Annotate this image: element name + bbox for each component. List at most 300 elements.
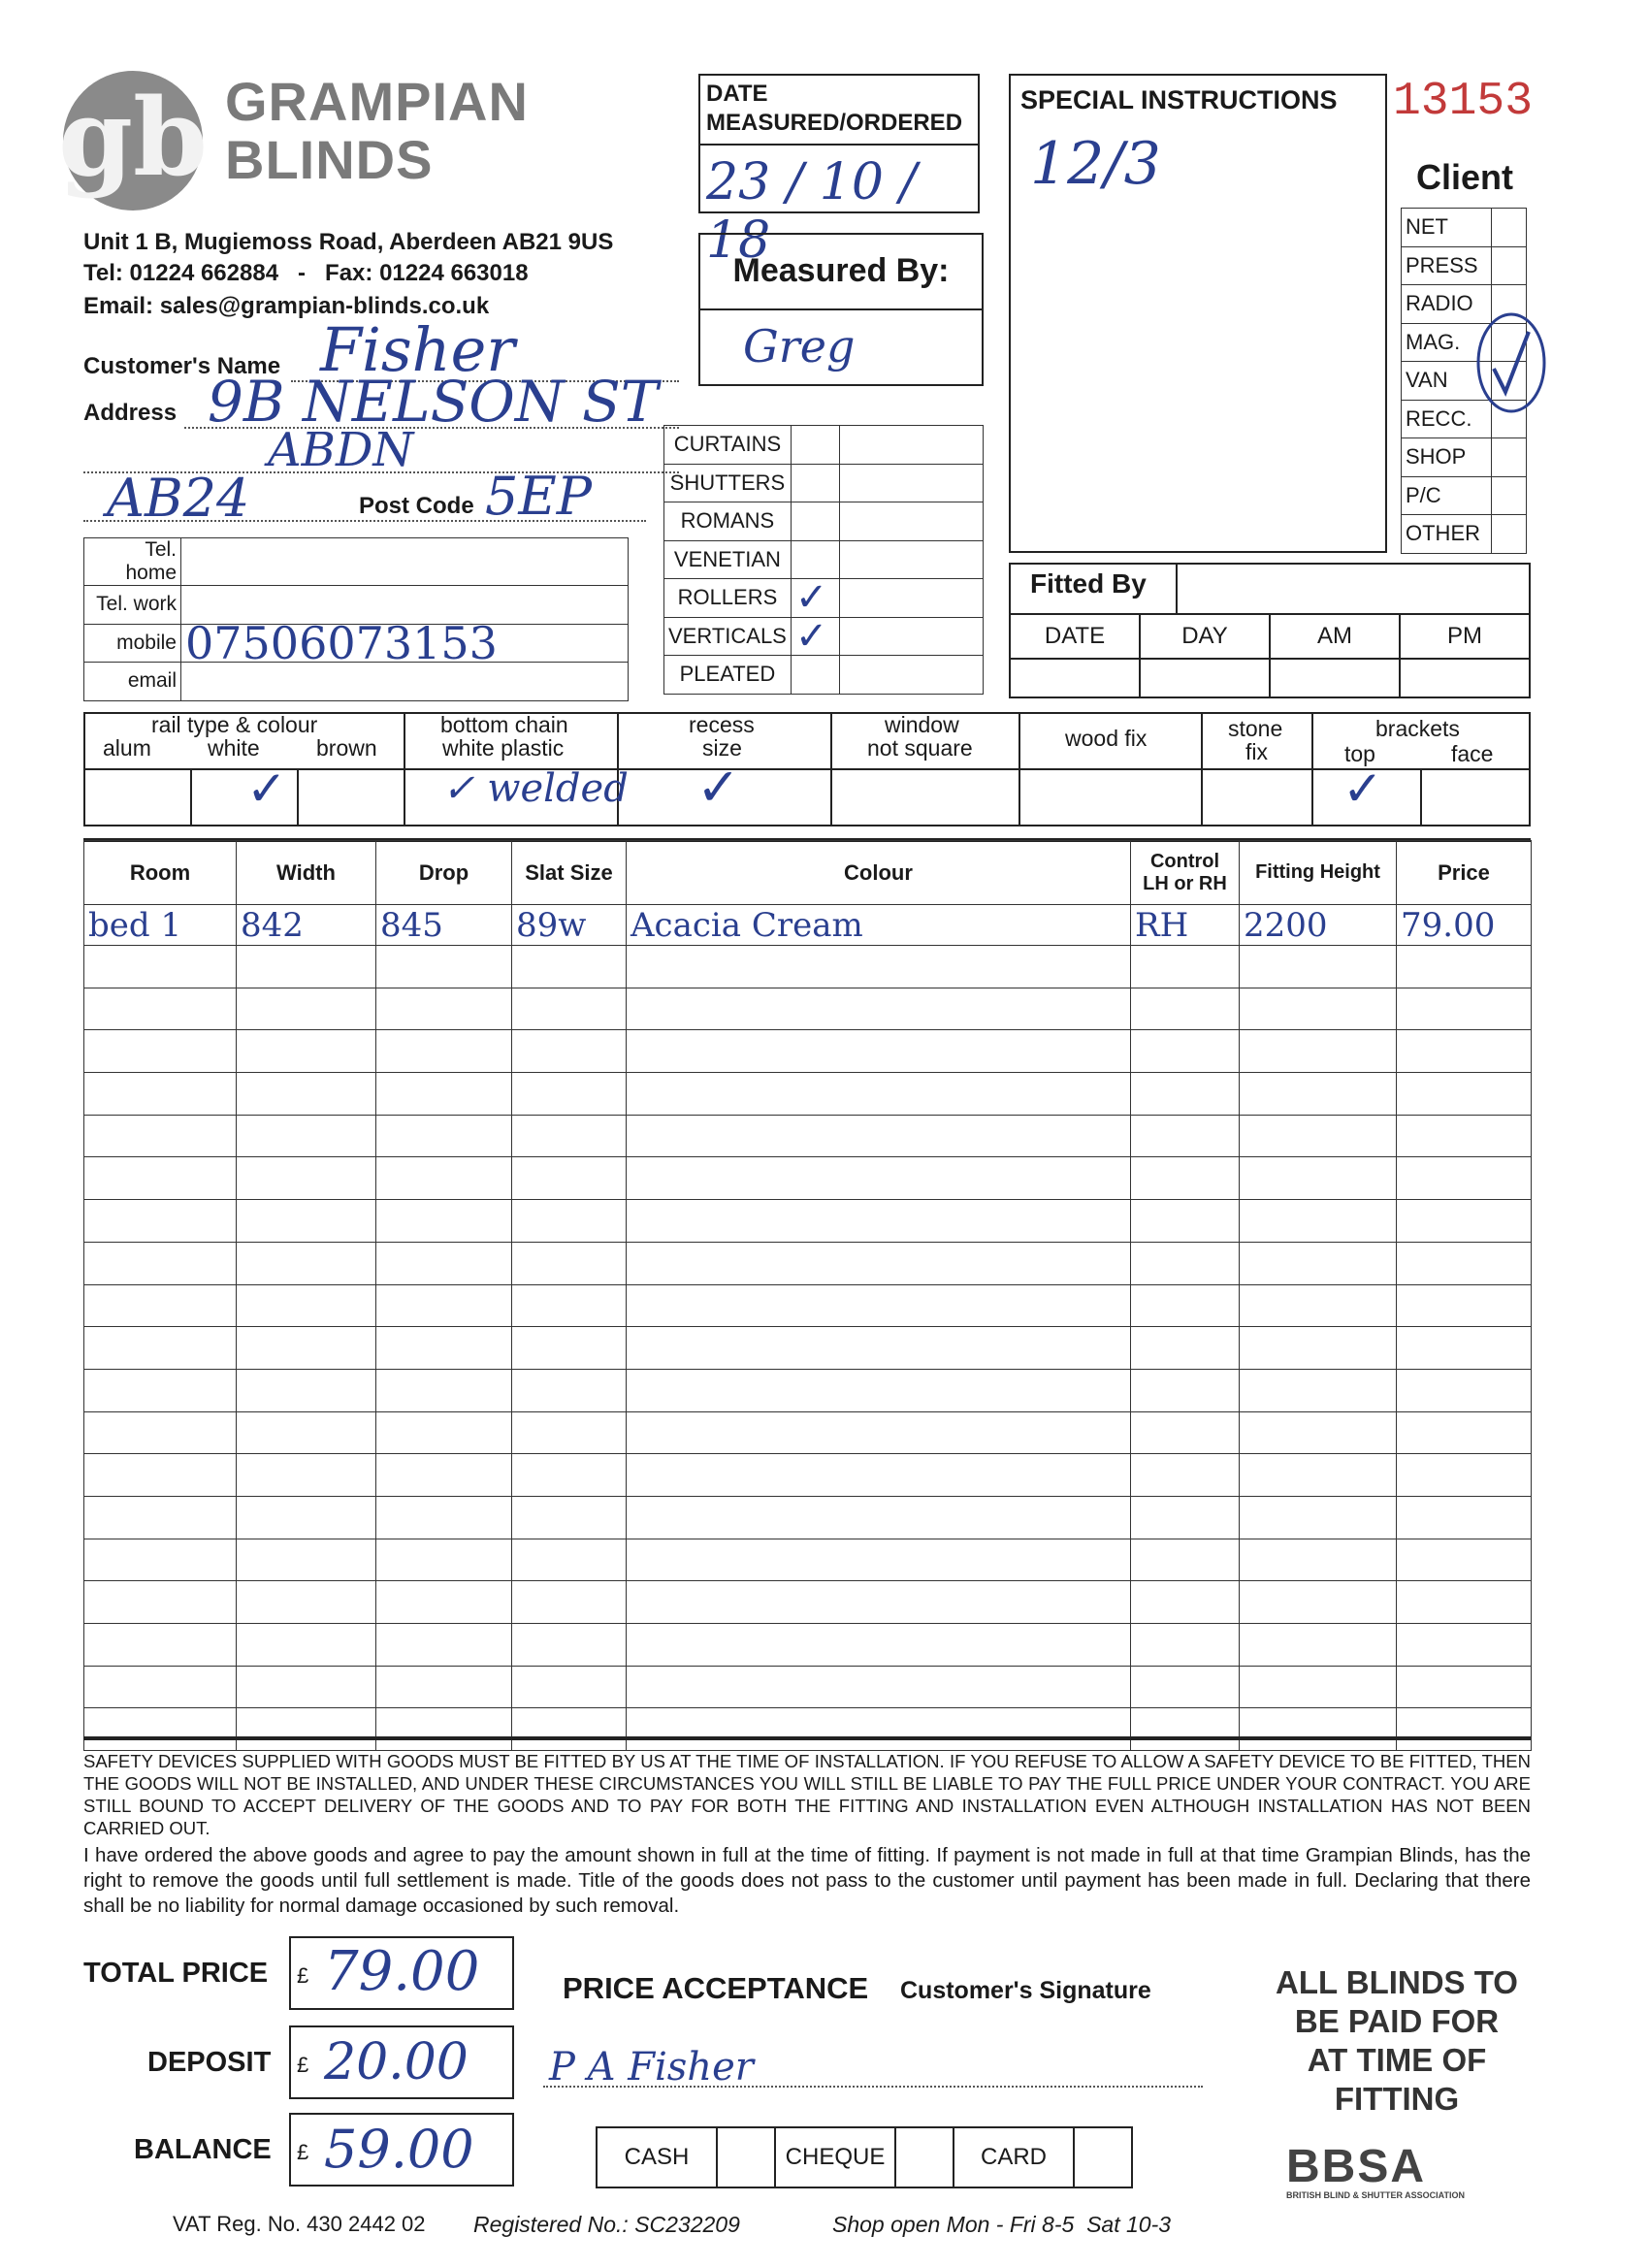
- date-label: DATE MEASURED/ORDERED: [706, 81, 963, 136]
- window-label: window: [885, 712, 959, 737]
- order-cell-blank[interactable]: [512, 1411, 627, 1454]
- order-cell-blank[interactable]: [1131, 1581, 1240, 1624]
- deposit-currency: £: [297, 2053, 309, 2077]
- order-cell-blank[interactable]: [84, 1496, 237, 1539]
- order-cell-blank[interactable]: [512, 1708, 627, 1751]
- product-type-checkbox[interactable]: ✓: [791, 579, 839, 618]
- order-cell-blank[interactable]: [512, 1496, 627, 1539]
- product-type-checkbox[interactable]: [791, 540, 839, 579]
- order-cell-blank[interactable]: [627, 1496, 1131, 1539]
- order-cell-blank[interactable]: [1240, 1581, 1397, 1624]
- order-cell-blank[interactable]: [1131, 1454, 1240, 1497]
- balance-value[interactable]: 59.00: [324, 2119, 474, 2180]
- order-cell-blank[interactable]: [84, 1200, 237, 1243]
- fitted-by-column[interactable]: [1139, 613, 1269, 698]
- order-cell-blank[interactable]: [84, 1115, 237, 1157]
- order-cell-blank[interactable]: [1240, 1666, 1397, 1708]
- shop-hours: Shop open Mon - Fri 8-5 Sat 10-3: [832, 2212, 1172, 2237]
- product-type-label: ROLLERS: [664, 579, 792, 618]
- order-cell-blank[interactable]: [1240, 1411, 1397, 1454]
- order-cell-blank[interactable]: [1131, 1115, 1240, 1157]
- order-cell-blank[interactable]: [376, 1539, 512, 1581]
- brackets-top-tick[interactable]: ✓: [1342, 761, 1383, 817]
- order-cell-blank[interactable]: [1131, 1327, 1240, 1370]
- order-cell-blank[interactable]: [1240, 1030, 1397, 1073]
- client-option-row: [1402, 515, 1527, 554]
- order-cell-blank[interactable]: [627, 1666, 1131, 1708]
- order-cell-blank[interactable]: [627, 1454, 1131, 1497]
- bbsa-logo: [1286, 2141, 1509, 2200]
- order-cell-blank[interactable]: [1131, 1708, 1240, 1751]
- order-cell-blank[interactable]: [627, 1242, 1131, 1284]
- order-row-blank: [84, 1581, 1532, 1624]
- order-cell-blank[interactable]: [376, 1242, 512, 1284]
- product-type-row: [664, 502, 984, 541]
- order-row-blank: [84, 1284, 1532, 1327]
- order-cell-blank[interactable]: [84, 1073, 237, 1116]
- rail-type-label: rail type & colour: [151, 712, 318, 737]
- order-cell-blank[interactable]: [376, 1073, 512, 1116]
- order-cell-blank[interactable]: [512, 1539, 627, 1581]
- order-cell-blank[interactable]: [512, 1284, 627, 1327]
- customer-name-label: Customer's Name: [83, 353, 281, 379]
- order-cell-blank[interactable]: [1397, 1284, 1532, 1327]
- order-cell-blank[interactable]: [627, 1284, 1131, 1327]
- payment-method-label: CARD: [953, 2128, 1073, 2187]
- measured-by-label: Measured By:: [732, 252, 950, 289]
- order-cell-blank[interactable]: [1131, 1157, 1240, 1200]
- product-type-row: [664, 540, 984, 579]
- order-cell-blank[interactable]: [376, 1708, 512, 1751]
- order-cell-blank[interactable]: [512, 1157, 627, 1200]
- order-cell-blank[interactable]: [1131, 1496, 1240, 1539]
- registered-number: Registered No.: SC232209: [473, 2212, 740, 2237]
- phone-label: mobile: [84, 624, 181, 663]
- address-label: Address: [83, 400, 178, 426]
- order-cell-blank[interactable]: [376, 1369, 512, 1411]
- order-cell-blank[interactable]: [1240, 1242, 1397, 1284]
- order-cell-blank[interactable]: [627, 1200, 1131, 1243]
- order-cell-blank[interactable]: [1131, 1624, 1240, 1667]
- product-type-label: CURTAINS: [664, 426, 792, 465]
- bbsa-sub: BRITISH BLIND & SHUTTER ASSOCIATION: [1286, 2190, 1465, 2200]
- order-cell-blank[interactable]: [237, 1708, 376, 1751]
- order-cell-blank[interactable]: [1240, 1369, 1397, 1411]
- company-name-1: GRAMPIAN: [225, 71, 529, 132]
- notice-line: BE PAID FOR: [1294, 2003, 1500, 2039]
- order-cell-blank[interactable]: [1240, 946, 1397, 988]
- order-cell-blank[interactable]: [627, 1327, 1131, 1370]
- order-cell-blank[interactable]: [1131, 1411, 1240, 1454]
- order-cell-blank[interactable]: [512, 1454, 627, 1497]
- order-cell-blank[interactable]: [237, 1284, 376, 1327]
- order-cell-blank[interactable]: [237, 946, 376, 988]
- order-cell-blank[interactable]: [237, 1115, 376, 1157]
- safety-terms: SAFETY DEVICES SUPPLIED WITH GOODS MUST BE FITTED BY US AT THE TIME OF INSTALLATION. IF YOU REFUSE TO ALLOW A SAFETY DEVICE TO BE FITTED, THEN THE GOODS WILL NOT BE INSTALLED, AND UNDER THESE CIRCUMSTANCES YOU WILL STILL BE LIABLE TO PAY THE FULL PRICE UNDER YOUR CONTRACT. YOU ARE STILL BOUND TO ACCEPT DELIVERY OF THE GOODS AND TO PAY FOR BOTH THE FITTING AND INSTALLATION EVEN ALTHOUGH INSTALLATION HAS NOT BEEN CARRIED OUT.: [83, 1751, 1531, 1838]
- client-option-checkbox[interactable]: [1492, 515, 1527, 554]
- order-cell-blank[interactable]: [376, 1030, 512, 1073]
- order-cell-blank[interactable]: [237, 1200, 376, 1243]
- order-cell-blank[interactable]: [84, 1666, 237, 1708]
- order-cell-blank[interactable]: [1240, 1284, 1397, 1327]
- client-option-label: MAG.: [1402, 323, 1492, 362]
- order-cell-blank[interactable]: [512, 1200, 627, 1243]
- order-cell[interactable]: RH: [1131, 905, 1240, 946]
- special-instructions-value[interactable]: 12/3: [1030, 130, 1161, 198]
- order-cell-blank[interactable]: [84, 1624, 237, 1667]
- order-cell-blank[interactable]: [1397, 1115, 1532, 1157]
- product-type-row: [664, 579, 984, 618]
- wood-fix-label: wood fix: [1065, 726, 1148, 751]
- order-cell-blank[interactable]: [237, 1496, 376, 1539]
- order-cell-blank[interactable]: [627, 1115, 1131, 1157]
- order-cell-blank[interactable]: [1397, 988, 1532, 1030]
- order-cell-blank[interactable]: [1240, 1157, 1397, 1200]
- order-cell-blank[interactable]: [84, 988, 237, 1030]
- order-cell-blank[interactable]: [627, 1581, 1131, 1624]
- order-cell-blank[interactable]: [84, 1157, 237, 1200]
- date-box: [698, 74, 980, 270]
- order-cell-blank[interactable]: [1131, 1369, 1240, 1411]
- fitted-by-column[interactable]: [1399, 613, 1529, 698]
- payment-method-checkbox[interactable]: [1073, 2128, 1131, 2187]
- client-option-checkbox[interactable]: [1492, 209, 1527, 247]
- address-line-3[interactable]: AB24: [107, 468, 250, 529]
- order-cell-blank[interactable]: [84, 1327, 237, 1370]
- order-cell-blank[interactable]: [237, 1539, 376, 1581]
- order-cell-blank[interactable]: [627, 988, 1131, 1030]
- product-type-notes[interactable]: [839, 540, 983, 579]
- order-header-cell: Width: [237, 841, 376, 905]
- order-cell-blank[interactable]: [1397, 1200, 1532, 1243]
- order-row-blank: [84, 1539, 1532, 1581]
- fitted-by-box: [1009, 563, 1531, 698]
- order-cell-blank[interactable]: [627, 1411, 1131, 1454]
- product-type-checkbox[interactable]: [791, 502, 839, 541]
- product-type-notes[interactable]: [839, 656, 983, 695]
- client-option-checkbox[interactable]: [1492, 246, 1527, 285]
- order-cell-blank[interactable]: [237, 1030, 376, 1073]
- customer-name-value[interactable]: Fisher: [320, 314, 515, 385]
- order-cell-blank[interactable]: [512, 1242, 627, 1284]
- order-cell-blank[interactable]: [1240, 1073, 1397, 1116]
- order-cell-blank[interactable]: [376, 1115, 512, 1157]
- order-cell-blank[interactable]: [512, 1030, 627, 1073]
- order-cell-blank[interactable]: [376, 1411, 512, 1454]
- brackets-top-label: top: [1344, 741, 1375, 766]
- date-value[interactable]: 23 / 10 / 18: [706, 153, 917, 270]
- recess-label: recess: [689, 712, 755, 737]
- address-line-2[interactable]: ABDN: [268, 423, 414, 477]
- order-cell-blank[interactable]: [1397, 1539, 1532, 1581]
- order-cell-blank[interactable]: [1240, 1539, 1397, 1581]
- product-type-notes[interactable]: [839, 464, 983, 502]
- order-cell-blank[interactable]: [376, 1157, 512, 1200]
- client-option-label: P/C: [1402, 476, 1492, 515]
- order-cell-blank[interactable]: [1397, 1581, 1532, 1624]
- order-header-cell: Fitting Height: [1240, 841, 1397, 905]
- order-table: [83, 840, 1532, 1751]
- order-cell-blank[interactable]: [1397, 1496, 1532, 1539]
- product-type-checkbox[interactable]: ✓: [791, 617, 839, 656]
- order-row-blank: [84, 946, 1532, 988]
- order-cell-blank[interactable]: [237, 1157, 376, 1200]
- client-option-label: PRESS: [1402, 246, 1492, 285]
- address-line-1[interactable]: 9B NELSON ST: [208, 369, 659, 435]
- order-cell-blank[interactable]: [1397, 1624, 1532, 1667]
- client-option-label: NET: [1402, 209, 1492, 247]
- order-cell-blank[interactable]: [627, 1624, 1131, 1667]
- order-cell-blank[interactable]: [512, 1624, 627, 1667]
- order-cell[interactable]: Acacia Cream: [627, 905, 1131, 946]
- order-cell-blank[interactable]: [376, 1666, 512, 1708]
- client-option-label: VAN: [1402, 362, 1492, 401]
- order-cell-blank[interactable]: [1131, 1200, 1240, 1243]
- bottom-chain-label: bottom chain: [440, 712, 568, 737]
- client-option-row: [1402, 246, 1527, 285]
- total-price-value[interactable]: 79.00: [324, 1940, 480, 2003]
- order-header-cell: Colour: [627, 841, 1131, 905]
- order-cell-blank[interactable]: [84, 1708, 237, 1751]
- customer-signature[interactable]: P A Fisher: [549, 2045, 754, 2090]
- chain-welded-mark[interactable]: ✓ welded: [442, 766, 629, 811]
- order-cell-blank[interactable]: [237, 1581, 376, 1624]
- deposit-value[interactable]: 20.00: [324, 2033, 469, 2091]
- order-cell-blank[interactable]: [376, 1581, 512, 1624]
- order-row-blank: [84, 1200, 1532, 1243]
- order-cell-blank[interactable]: [512, 1327, 627, 1370]
- order-cell-blank[interactable]: [84, 1284, 237, 1327]
- product-type-notes[interactable]: [839, 579, 983, 618]
- order-cell-blank[interactable]: [237, 1073, 376, 1116]
- measured-by-value[interactable]: Greg: [743, 320, 856, 373]
- rail-alum: alum: [103, 735, 151, 761]
- order-cell-blank[interactable]: [1397, 1454, 1532, 1497]
- order-cell-blank[interactable]: [1131, 1073, 1240, 1116]
- product-type-notes[interactable]: [839, 426, 983, 465]
- order-cell-blank[interactable]: [237, 1369, 376, 1411]
- brackets-label: brackets: [1375, 716, 1460, 741]
- order-cell-blank[interactable]: [1131, 1539, 1240, 1581]
- order-cell-blank[interactable]: [84, 1242, 237, 1284]
- order-cell-blank[interactable]: [627, 1708, 1131, 1751]
- company-logo: [60, 68, 206, 213]
- product-type-checkbox[interactable]: [791, 426, 839, 465]
- product-type-notes[interactable]: [839, 502, 983, 541]
- product-type-checkbox[interactable]: [791, 656, 839, 695]
- product-type-checkbox[interactable]: [791, 464, 839, 502]
- client-option-row: [1402, 476, 1527, 515]
- stone-label: stone: [1228, 716, 1283, 741]
- order-cell-blank[interactable]: [1131, 1030, 1240, 1073]
- order-row-blank: [84, 1157, 1532, 1200]
- phone-label: Tel. home: [84, 538, 181, 586]
- balance-currency: £: [297, 2140, 309, 2164]
- phone-row: [84, 538, 629, 586]
- postcode-label: Post Code: [359, 493, 474, 519]
- order-cell-blank[interactable]: [1240, 1454, 1397, 1497]
- order-cell-blank[interactable]: [1397, 1411, 1532, 1454]
- product-type-label: VENETIAN: [664, 540, 792, 579]
- order-cell-blank[interactable]: [512, 1369, 627, 1411]
- order-cell-blank[interactable]: [1131, 988, 1240, 1030]
- order-cell-blank[interactable]: [627, 1539, 1131, 1581]
- order-cell-blank[interactable]: [1397, 1369, 1532, 1411]
- phone-row: [84, 624, 629, 663]
- order-cell-blank[interactable]: [84, 1581, 237, 1624]
- product-type-row: [664, 426, 984, 465]
- order-row-blank: [84, 1496, 1532, 1539]
- order-cell-blank[interactable]: [237, 1624, 376, 1667]
- order-cell-blank[interactable]: [1397, 1666, 1532, 1708]
- order-cell-blank[interactable]: [627, 1157, 1131, 1200]
- price-acceptance-label: PRICE ACCEPTANCE: [563, 1971, 869, 2005]
- order-cell-blank[interactable]: [237, 1454, 376, 1497]
- order-cell-blank[interactable]: [376, 1496, 512, 1539]
- fitted-by-column[interactable]: [1269, 613, 1399, 698]
- total-price-box: [289, 1936, 514, 2010]
- order-header-cell: Price: [1397, 841, 1532, 905]
- order-cell-blank[interactable]: [1131, 1284, 1240, 1327]
- product-type-table: [663, 425, 984, 695]
- fitted-by-column[interactable]: [1011, 613, 1139, 698]
- balance-label: BALANCE: [134, 2134, 272, 2165]
- order-cell-blank[interactable]: [376, 1284, 512, 1327]
- order-cell-blank[interactable]: [512, 946, 627, 988]
- order-cell-blank[interactable]: [1397, 1242, 1532, 1284]
- order-cell-blank[interactable]: [1240, 988, 1397, 1030]
- phone-value[interactable]: 07506073153: [181, 624, 629, 663]
- white-plastic-label: white plastic: [442, 735, 565, 761]
- order-cell-blank[interactable]: [512, 1581, 627, 1624]
- notice-line: FITTING: [1334, 2081, 1460, 2117]
- customer-signature-label: Customer's Signature: [900, 1977, 1151, 2004]
- order-cell-blank[interactable]: [1397, 1073, 1532, 1116]
- white-rail-tick[interactable]: ✓: [246, 761, 287, 817]
- postcode-value[interactable]: 5EP: [485, 466, 593, 527]
- order-cell-blank[interactable]: [1397, 1157, 1532, 1200]
- client-option-row: [1402, 438, 1527, 477]
- order-cell-blank[interactable]: [1240, 1708, 1397, 1751]
- phone-value[interactable]: [181, 538, 629, 586]
- order-cell-blank[interactable]: [237, 1666, 376, 1708]
- order-cell-blank[interactable]: [237, 988, 376, 1030]
- order-cell[interactable]: 79.00: [1397, 905, 1532, 946]
- balance-box: [289, 2113, 514, 2187]
- phone-label: email: [84, 663, 181, 701]
- notice-line: ALL BLINDS TO: [1276, 1964, 1518, 2000]
- client-option-checkbox[interactable]: [1492, 438, 1527, 477]
- order-row-blank: [84, 1369, 1532, 1411]
- order-cell-blank[interactable]: [84, 946, 237, 988]
- order-cell-blank[interactable]: [84, 1030, 237, 1073]
- client-label: Client: [1416, 157, 1514, 197]
- order-cell-blank[interactable]: [376, 1624, 512, 1667]
- rail-white: white: [208, 735, 260, 761]
- fitted-by-column-label: DAY: [1181, 623, 1228, 649]
- order-cell-blank[interactable]: [376, 1327, 512, 1370]
- order-cell[interactable]: 845: [376, 905, 512, 946]
- order-cell[interactable]: 842: [237, 905, 376, 946]
- product-type-label: VERTICALS: [664, 617, 792, 656]
- order-row-blank: [84, 1454, 1532, 1497]
- product-type-notes[interactable]: [839, 617, 983, 656]
- order-cell[interactable]: 89w: [512, 905, 627, 946]
- order-cell-blank[interactable]: [84, 1539, 237, 1581]
- fitted-by-label: Fitted By: [1030, 568, 1147, 599]
- order-cell[interactable]: bed 1: [84, 905, 237, 946]
- order-row-blank: [84, 988, 1532, 1030]
- order-cell-blank[interactable]: [376, 1200, 512, 1243]
- order-cell-blank[interactable]: [1240, 1115, 1397, 1157]
- product-type-label: ROMANS: [664, 502, 792, 541]
- total-price-label: TOTAL PRICE: [83, 1958, 269, 1989]
- phone-label: Tel. work: [84, 586, 181, 625]
- order-header-cell: Drop: [376, 841, 512, 905]
- order-header-cell: Room: [84, 841, 237, 905]
- order-cell-blank[interactable]: [376, 1454, 512, 1497]
- client-option-checkbox[interactable]: [1492, 476, 1527, 515]
- order-cell-blank[interactable]: [1131, 1666, 1240, 1708]
- deposit-label: DEPOSIT: [147, 2047, 272, 2078]
- recess-size-tick[interactable]: ✓: [696, 757, 741, 818]
- order-cell-blank[interactable]: [627, 1369, 1131, 1411]
- payment-method-checkbox[interactable]: [894, 2128, 953, 2187]
- order-cell-blank[interactable]: [237, 1327, 376, 1370]
- client-option-label: SHOP: [1402, 438, 1492, 477]
- order-cell-blank[interactable]: [627, 1073, 1131, 1116]
- order-cell-blank[interactable]: [1240, 1496, 1397, 1539]
- fitted-by-column-label: DATE: [1044, 623, 1106, 649]
- order-cell-blank[interactable]: [1397, 1327, 1532, 1370]
- order-row-blank: [84, 1666, 1532, 1708]
- order-cell-blank[interactable]: [84, 1454, 237, 1497]
- order-cell-blank[interactable]: [1397, 946, 1532, 988]
- order-cell-blank[interactable]: [1240, 1327, 1397, 1370]
- order-cell-blank[interactable]: [1240, 1624, 1397, 1667]
- product-type-label: SHUTTERS: [664, 464, 792, 502]
- order-cell-blank[interactable]: [1131, 946, 1240, 988]
- order-cell-blank[interactable]: [1131, 1242, 1240, 1284]
- order-cell-blank[interactable]: [1240, 1200, 1397, 1243]
- order-cell-blank[interactable]: [1397, 1708, 1532, 1751]
- order-row-blank: [84, 1115, 1532, 1157]
- order-cell-blank[interactable]: [237, 1411, 376, 1454]
- order-cell-blank[interactable]: [627, 1030, 1131, 1073]
- order-cell-blank[interactable]: [237, 1242, 376, 1284]
- size-label: size: [702, 735, 742, 761]
- agreement-terms: I have ordered the above goods and agree to pay the amount shown in full at the time of fitting. If payment is not made in full at that time Grampian Blinds, has the right to remove the goods until full settlement is made. Title of the goods does not pass to the customer until payment has been made in full. Declaring that there shall be no liability for normal damage occasioned by such removal.: [83, 1844, 1531, 1917]
- measured-by-box: [698, 233, 984, 386]
- order-cell-blank[interactable]: [376, 946, 512, 988]
- client-option-row: [1402, 209, 1527, 247]
- order-cell-blank[interactable]: [512, 1666, 627, 1708]
- order-cell[interactable]: 2200: [1240, 905, 1397, 946]
- order-row-blank: [84, 1073, 1532, 1116]
- order-cell-blank[interactable]: [84, 1411, 237, 1454]
- order-cell-blank[interactable]: [1397, 1030, 1532, 1073]
- order-cell-blank[interactable]: [512, 1073, 627, 1116]
- payment-method-checkbox[interactable]: [716, 2128, 774, 2187]
- order-row-blank: [84, 1624, 1532, 1667]
- special-instructions-box: [1009, 74, 1387, 553]
- client-option-label: OTHER: [1402, 515, 1492, 554]
- order-cell-blank[interactable]: [84, 1369, 237, 1411]
- order-cell-blank[interactable]: [512, 988, 627, 1030]
- order-cell-blank[interactable]: [627, 946, 1131, 988]
- order-cell-blank[interactable]: [376, 988, 512, 1030]
- order-cell-blank[interactable]: [512, 1115, 627, 1157]
